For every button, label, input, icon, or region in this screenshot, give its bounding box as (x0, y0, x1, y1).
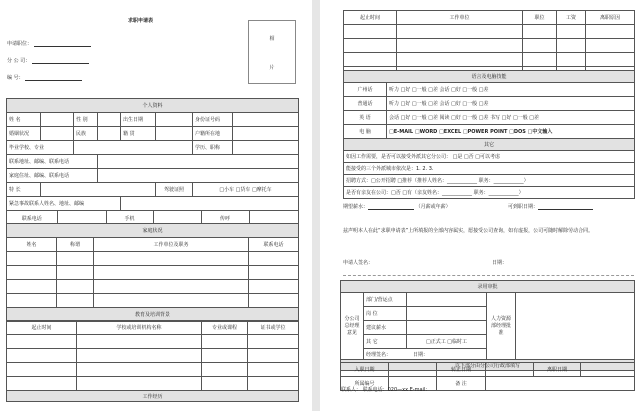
cell[interactable] (523, 53, 557, 67)
other-recruit[interactable]: 招聘方式：□公开招聘 □推荐（推荐人姓名：____________ 职务：____________） (344, 175, 635, 187)
label-school: 毕业学校、专业 (7, 141, 74, 155)
col-relation: 称谓 (57, 238, 94, 252)
other-relocate[interactable]: 如因工作需要，是否可以接受外派其它分公司： □是 □否 □可以考虑 (344, 151, 635, 163)
input-join-date[interactable] (389, 363, 437, 377)
input-home[interactable] (98, 169, 299, 183)
cell[interactable] (7, 280, 57, 294)
label-dept: 部门/营运点 (364, 293, 407, 307)
mandarin-options[interactable]: 听力 □好 □一般 □差 会话 □好 □一般 □差 (387, 97, 635, 111)
cell[interactable] (344, 39, 397, 53)
cell[interactable] (57, 252, 94, 266)
col-employer: 工作单位及职务 (94, 238, 249, 252)
cell[interactable] (94, 266, 249, 280)
cell[interactable] (523, 39, 557, 53)
page-left (0, 0, 312, 411)
section-personal: 个人资料 (7, 99, 299, 113)
cell[interactable] (202, 335, 248, 349)
table-row (7, 252, 299, 266)
cell[interactable] (7, 335, 77, 349)
label-home: 家庭住址、邮编、联系电话 (7, 169, 98, 183)
table-row (7, 335, 299, 349)
cell[interactable] (557, 25, 586, 39)
field-position: 申请职位： (7, 40, 91, 47)
cell[interactable] (249, 266, 299, 280)
col-position: 职位 (523, 11, 557, 25)
cell[interactable] (586, 25, 635, 39)
cell[interactable] (202, 363, 248, 377)
form-title: 求职申请表 (128, 18, 154, 24)
cell[interactable] (249, 252, 299, 266)
cell[interactable] (94, 280, 249, 294)
input-name[interactable] (41, 113, 74, 127)
field-number: 编 号： (7, 74, 82, 81)
input-emergency[interactable] (121, 197, 299, 211)
contact-info: 联系人： 联系电话：020—xx E-mail： (341, 387, 431, 393)
table-row (7, 280, 299, 294)
label-confirm-date: 转正日期 (437, 363, 486, 377)
table-row (7, 294, 299, 308)
cell[interactable] (249, 294, 299, 308)
label-suggested-salary: 建议薪水 (364, 321, 407, 335)
license-checkboxes[interactable]: □小车 □货车 □摩托车 (193, 183, 299, 197)
label-native: 籍 贯 (121, 127, 156, 141)
expected-salary: 期望薪水： （月薪或年薪） (343, 204, 451, 210)
label-join-date: 入职日期 (341, 363, 389, 377)
cell[interactable] (7, 377, 77, 391)
label-name: 姓 名 (7, 113, 41, 127)
label-skills: 特 长 (7, 183, 41, 197)
cut-line (343, 275, 634, 276)
cell[interactable] (557, 53, 586, 67)
table-row (344, 53, 635, 67)
section-work: 工作经历 (7, 391, 299, 402)
cell[interactable] (557, 39, 586, 53)
cell[interactable] (248, 349, 299, 363)
cell[interactable] (94, 294, 249, 308)
cell[interactable] (7, 266, 57, 280)
col-employer: 工作单位 (397, 11, 523, 25)
section-other: 其它 (344, 139, 635, 151)
input-hukou[interactable] (233, 127, 299, 141)
label-other: 其 它 (364, 335, 407, 349)
cell[interactable] (57, 266, 94, 280)
approval-table (340, 280, 635, 371)
cell[interactable] (7, 252, 57, 266)
skills-table (343, 70, 635, 199)
col-reason: 离职原因 (586, 11, 635, 25)
label-computer: 电 脑 (344, 125, 387, 139)
section-admin: 以下部分由分公司行政部填写 (341, 360, 635, 371)
cell[interactable] (57, 294, 94, 308)
education-table (6, 320, 299, 402)
label-cantonese: 广州话 (344, 83, 387, 97)
personal-table (6, 98, 299, 226)
input-post[interactable] (407, 307, 487, 321)
input-address[interactable] (98, 155, 299, 169)
manager-sign-row: 经理签名： 日期： (364, 349, 487, 360)
section-approval: 录用审批 (341, 281, 635, 293)
label-license: 驾驶证照 (156, 183, 193, 197)
table-row (7, 349, 299, 363)
photo-box: 相 片 (248, 20, 296, 84)
input-suggested-salary[interactable] (407, 321, 487, 335)
cell[interactable] (77, 363, 202, 377)
label-pager: 传呼 (201, 211, 249, 225)
label-address: 联系地址、邮编、联系电话 (7, 155, 98, 169)
cell[interactable] (7, 363, 77, 377)
input-marital[interactable] (41, 127, 74, 141)
cell[interactable] (249, 280, 299, 294)
label-branch-opinion: 分公司总经理意见 (341, 293, 364, 360)
cantonese-options[interactable]: 听力 □好 □一般 □差 会话 □好 □一般 □差 (387, 83, 635, 97)
cell[interactable] (94, 252, 249, 266)
cell[interactable] (586, 53, 635, 67)
label-remarks: 备 注 (437, 377, 486, 391)
input-gender[interactable] (98, 113, 121, 127)
cell[interactable] (344, 25, 397, 39)
cell[interactable] (7, 349, 77, 363)
input-skills[interactable] (41, 183, 156, 197)
input-school[interactable] (74, 141, 193, 155)
col-period: 起止时间 (344, 11, 397, 25)
table-row (344, 25, 635, 39)
page-right (320, 0, 640, 411)
cell[interactable] (248, 335, 299, 349)
input-leave-date[interactable] (581, 363, 635, 377)
other-cities[interactable]: 能接受的三个外派城市依次是：1. 2. 3. (344, 163, 635, 175)
label-phone: 联系电话 (7, 211, 57, 225)
cell[interactable] (7, 294, 57, 308)
cell[interactable] (202, 377, 248, 391)
input-remarks[interactable] (486, 377, 635, 391)
label-hr-approval: 人力资源部经理批准 (487, 293, 516, 360)
col-name: 姓名 (7, 238, 57, 252)
section-family: 家庭状况 (7, 224, 299, 238)
input-birth[interactable] (156, 113, 193, 127)
cell[interactable] (77, 349, 202, 363)
cell[interactable] (397, 25, 523, 39)
label-birth: 出生日期 (121, 113, 156, 127)
other-relatives[interactable]: 是否有亲友在公司：□否 □有（亲友姓名：____________ 职务：____________） (344, 187, 635, 199)
label-leave-date: 离职日期 (534, 363, 581, 377)
sign-date: 日期： (492, 260, 508, 266)
table-row (7, 266, 299, 280)
cell[interactable] (77, 377, 202, 391)
label-mandarin: 普通话 (344, 97, 387, 111)
label-ethnicity: 民族 (74, 127, 98, 141)
table-row (344, 39, 635, 53)
input-confirm-date[interactable] (486, 363, 534, 377)
cell[interactable] (202, 349, 248, 363)
employment-type-options[interactable]: □正式工 □临时工 (407, 335, 487, 349)
label-mobile: 手机 (106, 211, 153, 225)
input-ethnicity[interactable] (98, 127, 121, 141)
cell[interactable] (248, 363, 299, 377)
label-gender: 性 别 (74, 113, 98, 127)
cell[interactable] (77, 335, 202, 349)
input-id[interactable] (233, 113, 299, 127)
section-language: 语言及电脑技能 (344, 71, 635, 83)
cell[interactable] (344, 53, 397, 67)
cell[interactable] (248, 377, 299, 391)
input-hr-approval[interactable] (516, 293, 635, 360)
input-degree[interactable] (233, 141, 299, 155)
computer-options[interactable]: □E-MAIL □WORD □EXCEL □POWER POINT □DOS □中文输入 (387, 125, 635, 139)
cell[interactable] (397, 53, 523, 67)
cell[interactable] (586, 39, 635, 53)
label-hukou: 户籍所在地 (193, 127, 233, 141)
label-emergency: 紧急事故联系人姓名、地址、邮编 (7, 197, 121, 211)
col-period: 起止时间 (7, 321, 77, 335)
section-education: 教育及培训背景 (7, 308, 299, 322)
col-salary: 工资 (557, 11, 586, 25)
table-row (7, 377, 299, 391)
label-id: 身份证号码 (193, 113, 233, 127)
english-options[interactable]: 会话 □好 □一般 □差 阅读 □好 □一般 □差 书写 □好 □一般 □差 (387, 111, 635, 125)
applicant-signature: 申请人签名： (343, 260, 374, 266)
table-row (7, 363, 299, 377)
col-certificate: 证书或学位 (248, 321, 299, 335)
family-table (6, 223, 299, 322)
label-marital: 婚姻状况 (7, 127, 41, 141)
label-degree: 学历、职称 (193, 141, 233, 155)
start-date: 可到职日期： (508, 203, 593, 210)
col-school: 学校或培训机构名称 (77, 321, 202, 335)
col-phone: 联系电话 (249, 238, 299, 252)
field-branch: 分 公 司： (7, 57, 89, 64)
input-native[interactable] (156, 127, 193, 141)
cell[interactable] (397, 39, 523, 53)
cell[interactable] (57, 280, 94, 294)
declaration: 兹声明本人在此“求职申请表”上所填报的全部内容属实，愿接受公司查询，如有虚报，公司可随时解除劳动合同。 (343, 228, 594, 234)
input-dept[interactable] (407, 293, 487, 307)
cell[interactable] (523, 25, 557, 39)
label-english: 英 语 (344, 111, 387, 125)
label-post: 岗 位 (364, 307, 407, 321)
label-staff-number: 所属编号 (341, 377, 389, 391)
col-major: 专业或课程 (202, 321, 248, 335)
